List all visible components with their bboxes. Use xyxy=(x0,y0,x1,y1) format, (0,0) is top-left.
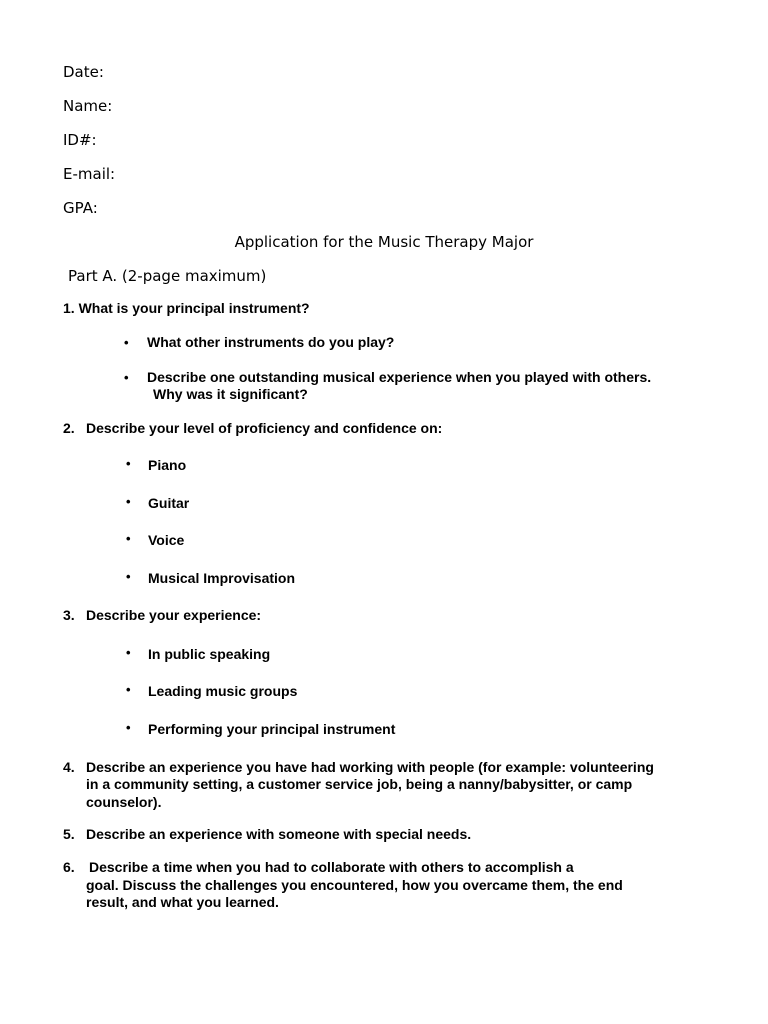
question-6-line-3: result, and what you learned. xyxy=(86,894,279,910)
document-title: Application for the Music Therapy Major xyxy=(234,233,534,251)
bullet-marker: • xyxy=(124,370,129,385)
question-4-line-1: Describe an experience you have had working with people (for example: volunteering xyxy=(86,759,654,775)
q2-bullet-4: Musical Improvisation xyxy=(148,570,296,586)
bullet-marker: • xyxy=(126,682,131,697)
question-5: Describe an experience with someone with special needs. xyxy=(86,826,472,842)
question-4-line-2: in a community setting, a customer service job, being a nanny/babysitter, or camp xyxy=(86,776,633,792)
question-6-line-1: Describe a time when you had to collaborate with others to accomplish a xyxy=(89,859,574,875)
q1-bullet-2-cont: Why was it significant? xyxy=(153,386,308,402)
q1-bullet-2: Describe one outstanding musical experience when you played with others. xyxy=(147,369,652,385)
bullet-marker: • xyxy=(126,645,131,660)
q3-number: 3. xyxy=(63,607,75,623)
q6-number: 6. xyxy=(63,859,75,875)
bullet-marker: • xyxy=(126,456,131,471)
bullet-marker: • xyxy=(126,494,131,509)
name-label: Name: xyxy=(63,97,113,115)
id-label: ID#: xyxy=(63,131,97,149)
q2-bullet-2: Guitar xyxy=(148,495,190,511)
question-6-line-2: goal. Discuss the challenges you encountered, how you overcame them, the end xyxy=(86,877,623,893)
q2-number: 2. xyxy=(63,420,75,436)
date-label: Date: xyxy=(63,63,104,81)
q5-number: 5. xyxy=(63,826,75,842)
q3-bullet-2: Leading music groups xyxy=(148,683,298,699)
q3-bullet-3: Performing your principal instrument xyxy=(148,721,396,737)
email-label: E-mail: xyxy=(63,165,116,183)
bullet-marker: • xyxy=(126,531,131,546)
gpa-label: GPA: xyxy=(63,199,98,217)
q3-bullet-1: In public speaking xyxy=(148,646,271,662)
q4-number: 4. xyxy=(63,759,75,775)
q2-bullet-3: Voice xyxy=(148,532,185,548)
bullet-marker: • xyxy=(126,720,131,735)
question-4-line-3: counselor). xyxy=(86,794,162,810)
bullet-marker: • xyxy=(124,335,129,350)
bullet-marker: • xyxy=(126,569,131,584)
part-a-heading: Part A. (2-page maximum) xyxy=(68,267,267,285)
q2-bullet-1: Piano xyxy=(148,457,187,473)
question-3: Describe your experience: xyxy=(86,607,262,623)
question-1: 1. What is your principal instrument? xyxy=(63,300,310,316)
q1-bullet-1: What other instruments do you play? xyxy=(147,334,395,350)
question-2: Describe your level of proficiency and confidence on: xyxy=(86,420,443,436)
